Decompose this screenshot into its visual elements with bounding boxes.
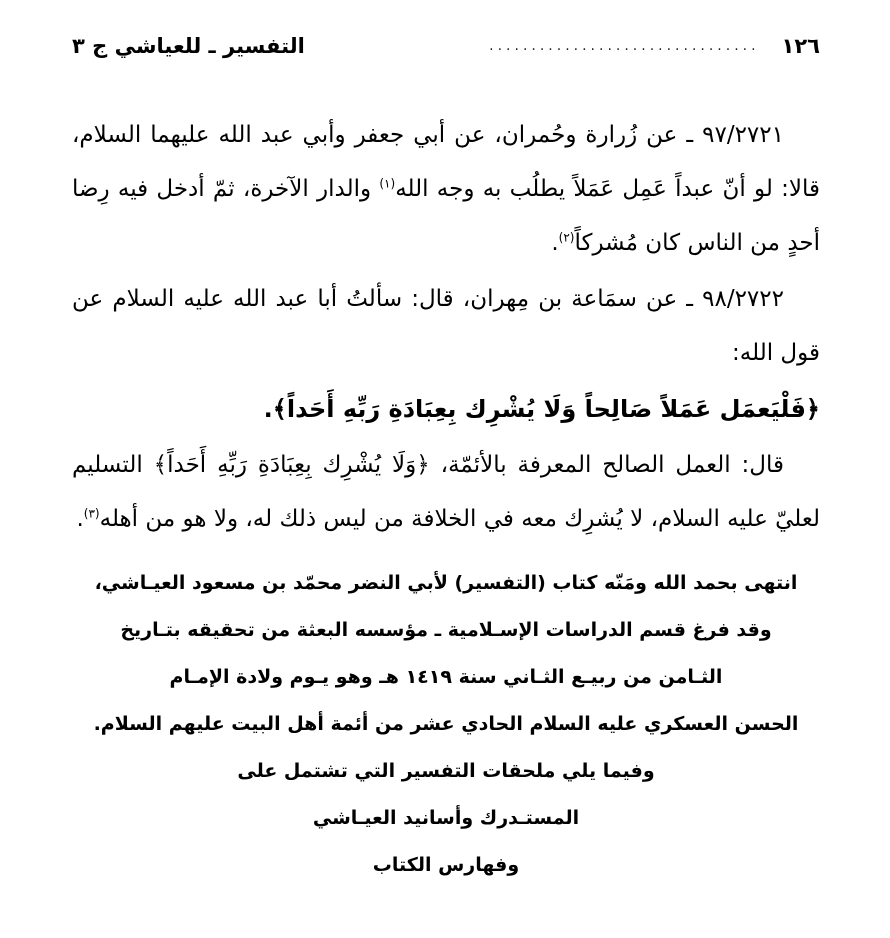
- colophon-line: المستـدرك وأسانيد العيـاشي: [312, 807, 580, 829]
- colophon: [72, 560, 820, 889]
- page-number: ١٢٦: [781, 34, 820, 58]
- quran-verse-text: ﴿فَلْيَعمَل عَمَلاً صَالِحاً وَلَا يُشْرِك بِعِبَادَةِ رَبِّهِ أَحَداً﴾.: [263, 395, 820, 423]
- leader-dots: ................................: [489, 38, 760, 54]
- colophon-line: انتهى بحمد الله ومَنّه كتاب (التفسير) لأبي النضر محمّد بن مسعود العيـاشي،: [94, 572, 798, 594]
- colophon-line: الثـامن من ربيـع الثـاني سنة ١٤١٩ هـ وهو يـوم ولادة الإمـام: [169, 666, 723, 688]
- footnote-ref-2[interactable]: (٢): [558, 230, 575, 245]
- hadith-98-answer-text: قال: العمل الصالح المعرفة بالأئمّة، ﴿وَلَا يُشْرِك بِعِبَادَةِ رَبِّهِ أَحَداً﴾ التسليم لعليّ عليه السلام، لا يُشرِك معه في الخلافة من ليس ذلك له، ولا هو من أهله: [72, 452, 820, 532]
- colophon-line: وفهارس الكتاب: [372, 854, 520, 876]
- quran-verse: [72, 382, 820, 436]
- hadith-98-text: ٩٨/٢٧٢٢ ـ عن سمَاعة بن مِهران، قال: سألتُ أبا عبد الله عليه السلام عن قول الله:: [72, 286, 820, 366]
- hadith-97-end: .: [551, 230, 559, 256]
- colophon-line: الحسن العسكري عليه السلام الحادي عشر من أئمة أهل البيت عليهم السلام.: [93, 713, 799, 735]
- footnote-ref-3[interactable]: (٣): [83, 506, 100, 521]
- main-text: [72, 108, 820, 548]
- hadith-98-answer: [72, 438, 820, 546]
- colophon-line: وفيما يلي ملحقات التفسير التي تشتمل على: [237, 760, 655, 782]
- hadith-97: [72, 108, 820, 270]
- hadith-98-end: .: [76, 506, 84, 532]
- hadith-97-text-cont: والدار الآخرة، ثمّ أدخل فيه رِضا أحدٍ من الناس كان مُشركاً: [72, 176, 820, 256]
- page-header: [72, 26, 820, 66]
- hadith-98: [72, 272, 820, 380]
- running-title: التفسير ـ للعياشي ج ٣: [72, 34, 305, 58]
- hadith-97-text: ٩٧/٢٧٢١ ـ عن زُرارة وحُمران، عن أبي جعفر وأبي عبد الله عليهما السلام، قالا: لو أنّ عبداً عَمِل عَمَلاً يطلُب به وجه الله: [72, 122, 820, 202]
- colophon-line: وقد فرغ قسم الدراسات الإسـلامية ـ مؤسسه البعثة من تحقيقه بتـاريخ: [120, 619, 772, 641]
- footnote-ref-1[interactable]: (١): [379, 176, 396, 191]
